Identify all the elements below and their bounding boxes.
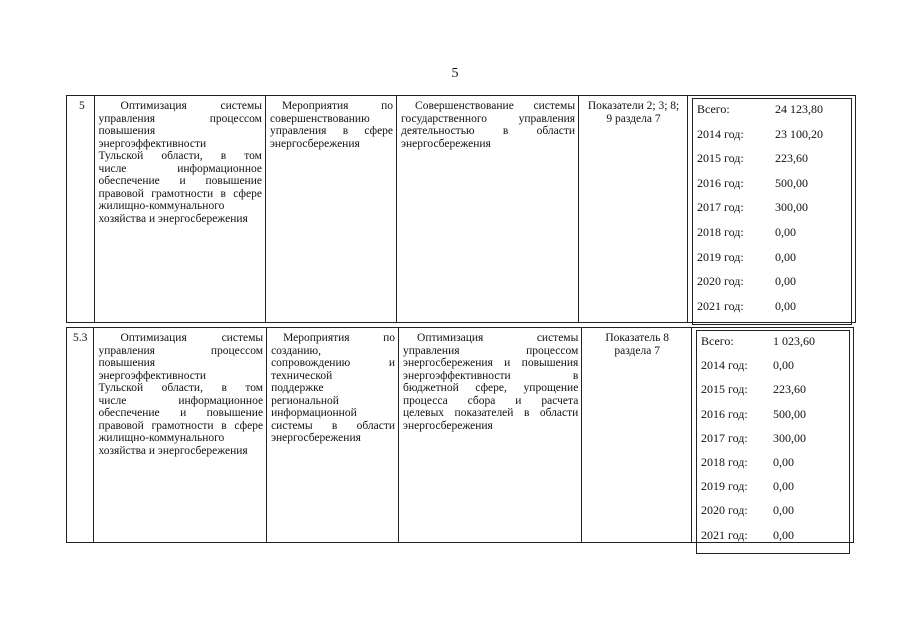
row-number: 5 <box>67 96 95 322</box>
finance-table <box>692 98 852 325</box>
finance-row <box>697 177 845 202</box>
indicator-line: раздела 7 <box>614 344 660 357</box>
finance-label: 2019 год: <box>701 479 748 494</box>
finance-value: 0,00 <box>775 224 796 239</box>
finance-row <box>697 275 845 300</box>
activity-line: созданию, <box>271 344 321 357</box>
finance-value: 223,60 <box>773 382 806 397</box>
result-cell <box>399 328 582 542</box>
result-line: энергосбережения <box>403 419 493 432</box>
finance-value: 0,00 <box>775 249 796 264</box>
finance-row <box>701 383 843 407</box>
finance-row <box>701 408 843 432</box>
finance-row <box>701 529 843 553</box>
finance-label: 2014 год: <box>701 358 748 373</box>
finance-row <box>697 128 845 153</box>
name-line: хозяйства и энергосбережения <box>98 444 248 457</box>
finance-label: 2014 год: <box>697 126 744 141</box>
activity-line: управления в сфере <box>269 125 394 137</box>
table-row <box>66 95 856 323</box>
name-line: энергоэффективности <box>98 369 207 382</box>
finance-label: 2018 год: <box>701 454 748 469</box>
finance-value: 300,00 <box>775 200 808 215</box>
finance-row <box>701 335 843 359</box>
finance-value: 24 123,80 <box>775 102 823 116</box>
finance-value: 0,00 <box>773 503 794 518</box>
finance-label: 2020 год: <box>701 503 748 518</box>
result-line: управления процессом <box>403 344 579 357</box>
activity-line: энергосбережения <box>269 137 360 150</box>
activity-line: информационной <box>271 407 357 419</box>
finance-label: 2015 год: <box>697 151 744 166</box>
finance-value: 0,00 <box>773 527 794 542</box>
finance-value: 1 023,60 <box>773 334 815 348</box>
name-line: числе информационное <box>98 394 264 407</box>
activity-line: энергосбережения <box>271 432 361 444</box>
name-line: Тульской области, в том <box>98 382 264 394</box>
finance-label: 2017 год: <box>697 200 744 215</box>
name-line: числе информационное <box>98 162 262 175</box>
finance-label: 2020 год: <box>697 274 744 289</box>
finance-label: 2017 год: <box>701 430 748 445</box>
finance-cell <box>688 96 855 322</box>
finance-label: Всего: <box>701 334 734 348</box>
finance-value: 23 100,20 <box>775 126 823 141</box>
activity-line: системы в области <box>271 419 396 432</box>
measure-name-cell <box>95 96 266 322</box>
page-number: 5 <box>451 66 459 81</box>
result-line: целевых показателей в области <box>403 407 579 419</box>
name-line: правовой грамотности в сфере <box>98 419 264 432</box>
finance-value: 0,00 <box>775 298 796 313</box>
indicator-line: Показатели 2; 3; 8; <box>587 100 680 112</box>
finance-label: 2019 год: <box>697 249 744 264</box>
name-line: повышения <box>98 357 156 369</box>
result-line: энергосбережения <box>401 137 491 150</box>
finance-value: 0,00 <box>773 358 794 373</box>
finance-row <box>697 201 845 226</box>
indicator-line: Показатель 8 <box>605 332 669 344</box>
finance-label: 2018 год: <box>697 224 744 239</box>
name-line: Оптимизация системы <box>120 332 264 344</box>
result-line: государственного управления <box>401 112 576 125</box>
activity-line: поддержке <box>271 382 324 394</box>
result-line: Совершенствование системы <box>415 100 576 112</box>
name-line: жилищно-коммунального <box>98 432 225 444</box>
activity-line: технической <box>271 369 333 382</box>
result-line: Оптимизация системы <box>417 332 579 344</box>
finance-row <box>697 251 845 276</box>
measure-name-cell <box>94 328 267 542</box>
finance-label: 2021 год: <box>701 527 748 542</box>
finance-value: 0,00 <box>773 479 794 494</box>
finance-row <box>697 226 845 251</box>
activity-cell <box>267 328 399 542</box>
finance-value: 500,00 <box>775 175 808 190</box>
finance-table <box>696 330 850 554</box>
activity-line: совершенствованию <box>269 112 370 125</box>
name-line: жилищно-коммунального <box>98 200 225 212</box>
name-line: Тульской области, в том <box>98 150 262 162</box>
result-line: бюджетной сфере, упрощение <box>403 382 579 394</box>
finance-label: 2021 год: <box>697 298 744 313</box>
indicator-cell <box>579 96 688 322</box>
activity-line: сопровождению и <box>271 357 396 369</box>
finance-value: 500,00 <box>773 406 806 421</box>
name-line: Оптимизация системы <box>120 100 262 112</box>
name-line: повышения <box>98 125 156 137</box>
result-cell <box>397 96 579 322</box>
finance-row <box>701 432 843 456</box>
result-line: деятельностью в области <box>401 125 576 137</box>
finance-value: 0,00 <box>773 454 794 469</box>
finance-label: Всего: <box>697 102 730 116</box>
name-line: правовой грамотности в сфере <box>98 187 262 200</box>
finance-row <box>701 456 843 480</box>
name-line: обеспечение и повышение <box>98 175 262 187</box>
finance-value: 223,60 <box>775 151 808 166</box>
finance-row <box>697 103 845 128</box>
name-line: энергоэффективности <box>98 137 207 150</box>
finance-label: 2016 год: <box>697 175 744 190</box>
indicator-cell <box>582 328 692 542</box>
activity-line: Мероприятия по <box>283 332 396 344</box>
activity-line: Мероприятия по <box>281 100 394 112</box>
finance-value: 300,00 <box>773 430 806 445</box>
finance-row <box>701 480 843 504</box>
indicator-line: 9 раздела 7 <box>606 112 661 125</box>
name-line: управления процессом <box>98 112 262 125</box>
finance-row <box>701 504 843 528</box>
result-line: процесса сбора и расчета <box>403 394 579 407</box>
finance-row <box>697 152 845 177</box>
row-number: 5.3 <box>67 328 94 542</box>
table-row <box>66 327 854 543</box>
finance-row <box>701 359 843 383</box>
name-line: обеспечение и повышение <box>98 407 264 419</box>
result-line: энергосбережения и повышения <box>403 357 579 369</box>
finance-row <box>697 300 845 325</box>
finance-value: 0,00 <box>775 274 796 289</box>
finance-cell <box>692 328 853 542</box>
finance-label: 2015 год: <box>701 382 748 397</box>
activity-line: региональной <box>271 394 339 407</box>
result-line: энергоэффективности в <box>403 369 579 382</box>
activity-cell <box>266 96 397 322</box>
name-line: хозяйства и энергосбережения <box>98 212 248 225</box>
finance-label: 2016 год: <box>701 406 748 421</box>
name-line: управления процессом <box>98 344 264 357</box>
